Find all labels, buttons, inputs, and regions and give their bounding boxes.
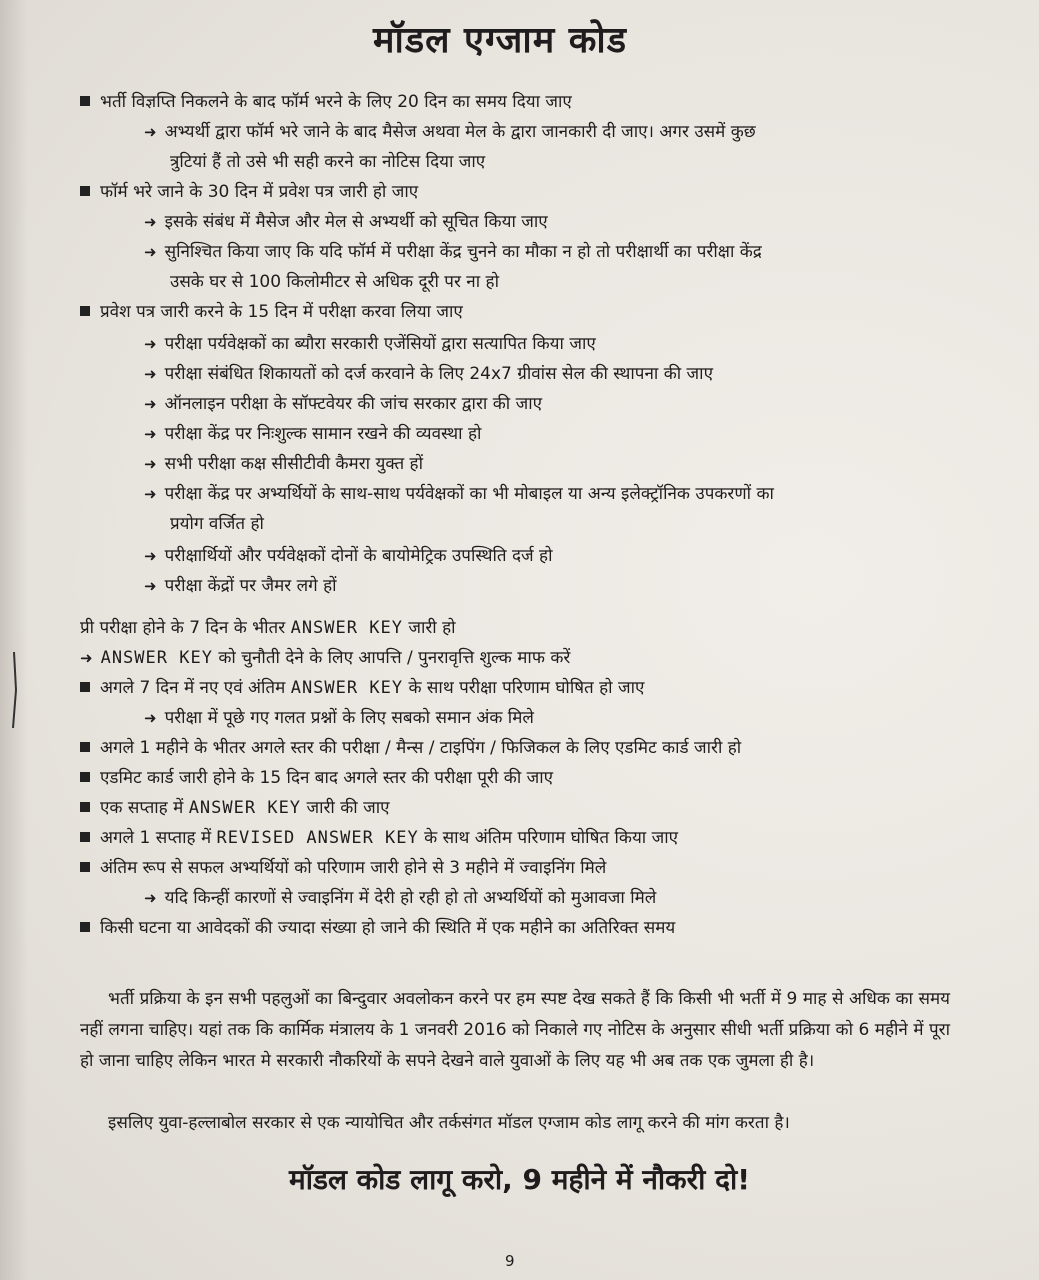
list-item-continuation (170, 268, 499, 296)
item-text: परीक्षा संबंधित शिकायतों को दर्ज करवाने के लिए 24x7 ग्रीवांस सेल की स्थापना की जाए (164, 364, 713, 384)
arrow-right-icon: ➜ (144, 889, 157, 907)
item-text: के साथ परीक्षा परिणाम घोषित हो जाए (403, 678, 645, 698)
plain-line (80, 614, 456, 642)
sub-list-item (144, 542, 552, 570)
sub-list-item (144, 572, 337, 600)
list-item (80, 914, 675, 942)
item-text: जारी की जाए (301, 798, 390, 818)
square-bullet-icon (80, 832, 90, 842)
sub-list-item (144, 480, 774, 508)
list-item (80, 854, 606, 882)
item-text: इसके संबंध में मैसेज और मेल से अभ्यर्थी को सूचित किया जाए (164, 212, 548, 232)
square-bullet-icon (80, 922, 90, 932)
item-text: उसके घर से 100 किलोमीटर से अधिक दूरी पर ना हो (170, 272, 499, 292)
answer-key-term: ANSWER KEY (188, 798, 302, 818)
item-text: फॉर्म भरे जाने के 30 दिन में प्रवेश पत्र जारी हो जाए (100, 182, 419, 202)
sub-list-item (144, 704, 534, 732)
item-text: परीक्षा पर्यवेक्षकों का ब्यौरा सरकारी एजेंसियों द्वारा सत्यापित किया जाए (164, 334, 596, 354)
demand-paragraph-text: इसलिए युवा-हल्लाबोल सरकार से एक न्यायोचित और तर्कसंगत मॉडल एग्जाम कोड लागू करने की मांग करता है। (108, 1113, 790, 1133)
arrow-right-icon: ➜ (144, 243, 157, 261)
item-text: परीक्षा में पूछे गए गलत प्रश्नों के लिए सबको समान अंक मिले (164, 708, 534, 728)
answer-key-term: ANSWER KEY (290, 618, 403, 638)
item-text: किसी घटना या आवेदकों की ज्यादा संख्या हो जाने की स्थिति में एक महीने का अतिरिक्त समय (100, 918, 676, 938)
arrow-right-icon: ➜ (144, 709, 157, 727)
item-text: सभी परीक्षा कक्ष सीसीटीवी कैमरा युक्त हों (164, 454, 423, 474)
list-item (80, 764, 553, 792)
item-text: अगले 1 महीने के भीतर अगले स्तर की परीक्षा / मैन्स / टाइपिंग / फिजिकल के लिए एडमिट कार्ड जारी हो (100, 738, 742, 758)
square-bullet-icon (80, 96, 90, 106)
item-text: एडमिट कार्ड जारी होने के 15 दिन बाद अगले स्तर की परीक्षा पूरी की जाए (100, 768, 554, 788)
arrow-right-icon: ➜ (144, 123, 157, 141)
list-item (80, 298, 463, 326)
sub-list-item (144, 450, 423, 478)
arrow-right-icon: ➜ (144, 335, 157, 353)
item-text: प्रयोग वर्जित हो (170, 514, 264, 534)
arrow-right-icon: ➜ (144, 455, 157, 473)
sub-list-item (80, 644, 570, 672)
page-number: 9 (505, 1252, 515, 1270)
list-item (80, 734, 741, 762)
arrow-right-icon: ➜ (144, 395, 157, 413)
square-bullet-icon (80, 682, 90, 692)
square-bullet-icon (80, 802, 90, 812)
sub-list-item (144, 208, 548, 236)
sub-list-item (144, 118, 756, 146)
arrow-right-icon: ➜ (144, 213, 157, 231)
item-text: अंतिम रूप से सफल अभ्यर्थियों को परिणाम जारी होने से 3 महीने में ज्वाइनिंग मिले (100, 858, 607, 878)
sub-list-item (144, 238, 762, 266)
item-text: यदि किन्हीं कारणों से ज्वाइनिंग में देरी हो रही हो तो अभ्यर्थियों को मुआवजा मिले (164, 888, 657, 908)
margin-pen-mark (10, 650, 18, 730)
arrow-right-icon: ➜ (144, 365, 157, 383)
item-text: प्रवेश पत्र जारी करने के 15 दिन में परीक्षा करवा लिया जाए (100, 302, 463, 322)
list-item (80, 794, 390, 822)
list-item (80, 178, 418, 206)
sub-list-item (144, 390, 542, 418)
sub-list-item (144, 360, 713, 388)
item-text: अगले 7 दिन में नए एवं अंतिम (100, 678, 291, 698)
item-text: परीक्षार्थियों और पर्यवेक्षकों दोनों के बायोमेट्रिक उपस्थिति दर्ज हो (164, 546, 553, 566)
answer-key-term: ANSWER KEY (100, 648, 213, 668)
item-text: अभ्यर्थी द्वारा फॉर्म भरे जाने के बाद मैसेज अथवा मेल के द्वारा जानकारी दी जाए। अगर उसमें कुछ (164, 122, 756, 142)
demand-paragraph (80, 1108, 950, 1139)
square-bullet-icon (80, 186, 90, 196)
item-text: सुनिश्चित किया जाए कि यदि फॉर्म में परीक्षा केंद्र चुनने का मौका न हो तो परीक्षार्थी का परीक्षा केंद्र (164, 242, 762, 262)
square-bullet-icon (80, 862, 90, 872)
sub-list-item (144, 420, 481, 448)
arrow-right-icon: ➜ (144, 425, 157, 443)
sub-list-item (144, 884, 656, 912)
list-item (80, 824, 678, 852)
square-bullet-icon (80, 772, 90, 782)
item-text: को चुनौती देने के लिए आपत्ति / पुनरावृत्ति शुल्क माफ करें (212, 648, 571, 668)
arrow-right-icon: ➜ (144, 485, 157, 503)
summary-paragraph (80, 984, 950, 1077)
item-text: के साथ अंतिम परिणाम घोषित किया जाए (418, 828, 679, 848)
item-text: भर्ती विज्ञप्ति निकलने के बाद फॉर्म भरने के लिए 20 दिन का समय दिया जाए (100, 92, 572, 112)
list-item-continuation (170, 148, 485, 176)
list-item-continuation (170, 510, 264, 538)
item-text: एक सप्ताह में (100, 798, 189, 818)
slogan: मॉडल कोड लागू करो, 9 महीने में नौकरी दो! (288, 1163, 751, 1196)
arrow-right-icon: ➜ (144, 547, 157, 565)
answer-key-term: ANSWER KEY (290, 678, 404, 698)
item-text: परीक्षा केंद्रों पर जैमर लगे हों (164, 576, 337, 596)
page-title: मॉडल एग्जाम कोड (372, 20, 627, 61)
item-text: ऑनलाइन परीक्षा के सॉफ्टवेयर की जांच सरकार द्वारा की जाए (164, 394, 542, 414)
square-bullet-icon (80, 306, 90, 316)
item-text: परीक्षा केंद्र पर अभ्यर्थियों के साथ-साथ पर्यवेक्षकों का भी मोबाइल या अन्य इलेक्ट्रॉनिक उपकरणों का (164, 484, 774, 504)
answer-key-term: REVISED ANSWER KEY (216, 828, 419, 848)
item-text: अगले 1 सप्ताह में (100, 828, 217, 848)
item-text: जारी हो (402, 618, 456, 638)
page-binding-shadow (0, 0, 28, 1280)
list-item (80, 88, 572, 116)
item-text: प्री परीक्षा होने के 7 दिन के भीतर (80, 618, 291, 638)
square-bullet-icon (80, 742, 90, 752)
list-item (80, 674, 644, 702)
item-text: परीक्षा केंद्र पर निःशुल्क सामान रखने की व्यवस्था हो (164, 424, 482, 444)
item-text: त्रुटियां हैं तो उसे भी सही करने का नोटिस दिया जाए (170, 152, 486, 172)
summary-paragraph-text: भर्ती प्रक्रिया के इन सभी पहलुओं का बिन्दुवार अवलोकन करने पर हम स्पष्ट देख सकते हैं कि किसी भी भर्ती में 9 माह से अधिक का समय नहीं लगना चाहिए। यहां तक कि कार्मिक मंत्रालय के 1 जनवरी 2016 को निकाले गए नोटिस के अनुसार सीधी भर्ती प्रक्रिया को 6 महीने में पूरा हो जाना चाहिए लेकिन भारत मे सरकारी नौकरियों के सपने देखने वाले युवाओं के लिए यह भी अब तक एक जुमला ही है। (80, 989, 950, 1071)
sub-list-item (144, 330, 596, 358)
arrow-right-icon: ➜ (80, 649, 93, 667)
arrow-right-icon: ➜ (144, 577, 157, 595)
